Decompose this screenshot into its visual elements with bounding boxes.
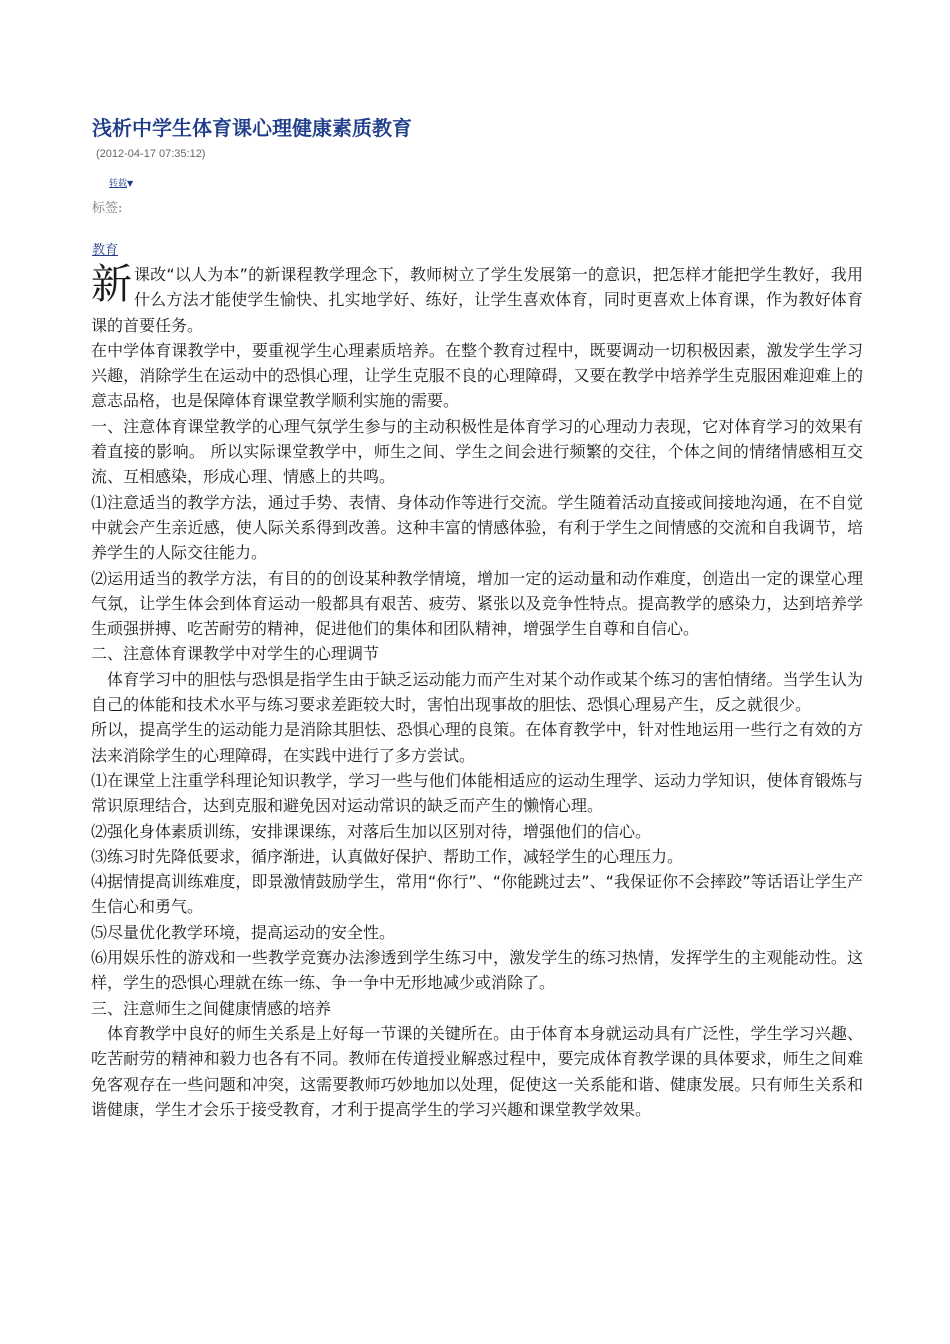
section-heading: 三、注意师生之间健康情感的培养	[91, 998, 332, 1018]
tags-label: 标签:	[92, 201, 123, 216]
section-heading: 二、注意体育课教学中对学生的心理调节	[91, 644, 380, 664]
list-item: ⑹用娱乐性的游戏和一些教学竞赛办法渗透到学生练习中，激发学生的练习热情，发挥学生的主观能动性。这样，学生的恐惧心理就在练一练、争一争中无形地减少或消除了。	[91, 948, 863, 993]
repost-link[interactable]	[109, 176, 133, 189]
tag-link-education[interactable]: 教育	[92, 243, 119, 258]
list-item: ⑵运用适当的教学方法，有目的的创设某种教学情境，增加一定的运动量和动作难度，创造出一定的课堂心理气氛，让学生体会到体育运动一般都具有艰苦、疲劳、紧张以及竞争性特点。提高教学的感染力，达到培养学生顽强拼搏、吃苦耐劳的精神，促进他们的集体和团队精神，增强学生自尊和自信心。	[91, 568, 863, 639]
post-date: (2012-04-17 07:35:12)	[96, 148, 206, 160]
dropdown-arrow-icon[interactable]: ▼	[127, 179, 134, 188]
repost-label[interactable]: 转载	[109, 179, 128, 189]
paragraph: 体育学习中的胆怯与恐惧是指学生由于缺乏运动能力而产生对某个动作或某个练习的害怕情绪。当学生认为自己的体能和技术水平与练习要求差距较大时，害怕出现事故的胆怯、恐惧心理易产生，反之就很少。	[91, 669, 863, 715]
article-title: 浅析中学生体育课心理健康素质教育	[92, 116, 412, 140]
article-body	[91, 262, 863, 1122]
paragraph: 所以，提高学生的运动能力是消除其胆怯、恐惧心理的良策。在体育教学中，针对性地运用一些行之有效的方法来消除学生的心理障碍，在实践中进行了多方尝试。	[91, 720, 863, 765]
paragraph-intro	[91, 262, 863, 338]
list-item: ⑸尽量优化教学环境，提高运动的安全性。	[91, 922, 396, 942]
paragraph-intro-text: 课改“以人为本”的新课程教学理念下，教师树立了学生发展第一的意识，把怎样才能把学生教好，我用什么方法才能使学生愉快、扎实地学好、练好，让学生喜欢体育，同时更喜欢上体育课，作为教好体育课的首要任务。	[91, 265, 863, 335]
list-item: ⑵强化身体素质训练，安排课课练，对落后生加以区别对待，增强他们的信心。	[91, 821, 652, 841]
list-item: ⑶练习时先降低要求，循序渐进，认真做好保护、帮助工作，减轻学生的心理压力。	[91, 846, 684, 866]
list-item: ⑷据情提高训练难度，即景激情鼓励学生，常用“你行”、“你能跳过去”、“我保证你不会摔跤”等话语让学生产生信心和勇气。	[91, 872, 863, 917]
list-item: ⑴在课堂上注重学科理论知识教学，学习一些与他们体能相适应的运动生理学、运动力学知识，使体育锻炼与常识原理结合，达到克服和避免因对运动常识的缺乏而产生的懒惰心理。	[91, 770, 863, 816]
paragraph-section-one: 一、注意体育课堂教学的心理气氛学生参与的主动积极性是体育学习的心理动力表现，它对体育学习的效果有着直接的影响。 所以实际课堂教学中，师生之间、学生之间会进行频繁的交往，个体之间的情绪情感相互交流、互相感染，形成心理、情感上的共鸣。	[91, 416, 863, 487]
paragraph: 体育教学中良好的师生关系是上好每一节课的关键所在。由于体育本身就运动具有广泛性，学生学习兴趣、吃苦耐劳的精神和毅力也各有不同。教师在传道授业解惑过程中，要完成体育教学课的具体要求，师生之间难免客观存在一些问题和冲突，这需要教师巧妙地加以处理，促使这一关系能和谐、健康发展。只有师生关系和谐健康，学生才会乐于接受教育，才利于提高学生的学习兴趣和课堂教学效果。	[91, 1023, 863, 1119]
paragraph: 在中学体育课教学中，要重视学生心理素质培养。在整个教育过程中，既要调动一切积极因素，激发学生学习兴趣，消除学生在运动中的恐惧心理，让学生克服不良的心理障碍，又要在教学中培养学生克服困难迎难上的意志品格，也是保障体育课堂教学顺利实施的需要。	[91, 340, 863, 411]
list-item: ⑴注意适当的教学方法，通过手势、表情、身体动作等进行交流。学生随着活动直接或间接地沟通，在不自觉中就会产生亲近感，使人际关系得到改善。这种丰富的情感体验，有利于学生之间情感的交流和自我调节，培养学生的人际交往能力。	[91, 492, 863, 563]
drop-cap: 新	[91, 260, 132, 308]
